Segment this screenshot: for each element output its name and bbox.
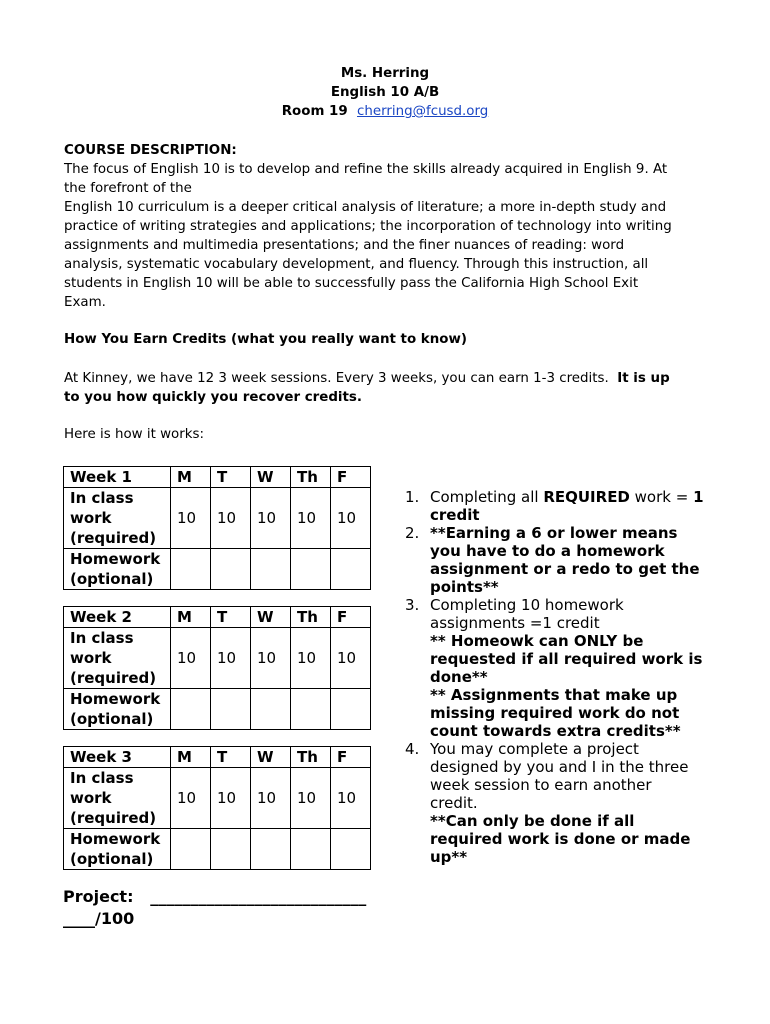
description-line: analysis, systematic vocabulary development, and fluency. Through this instruction, all [64,257,649,272]
row-label-line: Homework [70,690,161,708]
week-3-table [63,746,371,870]
table-cell-empty [211,689,251,730]
table-cell-empty [331,549,371,590]
description-line: English 10 curriculum is a deeper critical analysis of literature; a more in-depth study and [64,200,667,215]
list-text: assignments =1 credit [430,614,600,632]
week-label: Week 3 [64,747,171,768]
row-label-line: (required) [70,669,157,687]
project-label: Project: [63,887,134,906]
course-name: English 10 A/B [330,85,440,100]
list-text: designed by you and I in the three [430,758,689,776]
day-header: Th [291,747,331,768]
list-text: You may complete a project [430,740,639,758]
list-number: 3. [405,596,420,614]
list-number: 2. [405,524,420,542]
description-line: Exam. [64,295,106,310]
table-cell: 10 [331,628,371,689]
list-text-bold: requested if all required work is [430,650,703,668]
row-label [64,768,171,829]
row-label [64,488,171,549]
table-cell-empty [291,829,331,870]
list-item [405,488,715,524]
table-cell-empty [291,549,331,590]
room-line [0,102,770,121]
row-label-line: (required) [70,529,157,547]
day-header: M [171,467,211,488]
row-label-line: work [70,509,112,527]
description-line: assignments and multimedia presentations; and the finer nuances of reading: word [64,238,625,253]
row-label [64,829,171,870]
day-header: T [211,747,251,768]
credits-intro [64,369,704,407]
table-cell: 10 [331,768,371,829]
course-description [64,141,704,312]
table-cell: 10 [251,628,291,689]
description-line: practice of writing strategies and applications; the incorporation of technology into writing [64,219,672,234]
table-cell-empty [251,829,291,870]
table-row [64,768,371,829]
credits-intro-emphasis-2: to you how quickly you recover credits. [64,390,362,405]
week-2-table [63,606,371,730]
list-text-bold: count towards extra credits** [430,722,681,740]
table-cell: 10 [291,488,331,549]
teacher-name: Ms. Herring [340,66,430,81]
list-text: credit. [430,794,478,812]
table-cell: 10 [211,628,251,689]
table-cell: 10 [251,768,291,829]
row-label-line: work [70,789,112,807]
row-label-line: Homework [70,550,161,568]
list-item [405,740,715,866]
day-header: F [331,747,371,768]
day-header: F [331,607,371,628]
list-text-bold: ** Assignments that make up [430,686,678,704]
day-header: W [251,467,291,488]
how-it-works: Here is how it works: [64,427,204,442]
list-text-bold: credit [430,506,480,524]
day-header: Th [291,467,331,488]
list-text: Completing all [430,488,544,506]
day-header: W [251,747,291,768]
list-text-bold: points** [430,578,499,596]
project-blank: ___________________________ [150,887,367,906]
day-header: T [211,607,251,628]
credits-intro-emphasis: It is up [617,371,670,386]
list-number: 4. [405,740,420,758]
table-cell: 10 [291,628,331,689]
table-header-row [64,747,371,768]
row-label-line: In class [70,489,134,507]
table-header-row [64,607,371,628]
row-label-line: (required) [70,809,157,827]
day-header: Th [291,607,331,628]
list-item [405,596,715,740]
table-row [64,488,371,549]
table-cell-empty [331,689,371,730]
list-text-bold: **Can only be done if all [430,812,635,830]
table-cell-empty [251,689,291,730]
description-line: the forefront of the [64,181,192,196]
table-header-row [64,467,371,488]
table-cell: 10 [291,768,331,829]
table-cell: 10 [211,488,251,549]
credits-intro-text: At Kinney, we have 12 3 week sessions. Every 3 weeks, you can earn 1-3 credits. [64,371,609,386]
list-text-bold: 1 [693,488,704,506]
list-text-bold: done** [430,668,488,686]
description-line: The focus of English 10 is to develop and refine the skills already acquired in English 9. At [64,162,668,177]
row-label [64,549,171,590]
week-1-table [63,466,371,590]
day-header: M [171,747,211,768]
week-label: Week 2 [64,607,171,628]
table-cell: 10 [171,768,211,829]
table-cell-empty [331,829,371,870]
list-text-bold: required work is done or made [430,830,691,848]
table-row [64,549,371,590]
day-header: W [251,607,291,628]
email-link[interactable]: cherring@fcusd.org [357,104,489,119]
table-cell-empty [291,689,331,730]
table-cell-empty [211,829,251,870]
row-label-line: In class [70,769,134,787]
document-header [0,64,770,121]
table-cell: 10 [331,488,371,549]
credits-heading: How You Earn Credits (what you really want to know) [64,332,467,347]
course-description-heading: COURSE DESCRIPTION: [64,143,237,158]
row-label-line: Homework [70,830,161,848]
description-line: students in English 10 will be able to successfully pass the California High School Exit [64,276,639,291]
list-text-bold: missing required work do not [430,704,680,722]
table-cell-empty [171,549,211,590]
table-cell-empty [171,689,211,730]
day-header: M [171,607,211,628]
table-cell: 10 [251,488,291,549]
table-cell: 10 [211,768,251,829]
list-text: Completing 10 homework [430,596,624,614]
row-label-line: (optional) [70,710,154,728]
row-label [64,628,171,689]
day-header: F [331,467,371,488]
list-text-bold: up** [430,848,468,866]
project-score-value: ____/100 [63,909,135,928]
list-text-bold: **Earning a 6 or lower means [430,524,678,542]
table-cell-empty [211,549,251,590]
row-label-line: In class [70,629,134,647]
row-label-line: (optional) [70,850,154,868]
list-number: 1. [405,488,420,506]
project-score [63,886,366,930]
table-row [64,829,371,870]
table-cell-empty [171,829,211,870]
row-label-line: (optional) [70,570,154,588]
list-text-bold: REQUIRED [543,488,630,506]
table-cell-empty [251,549,291,590]
list-text: week session to earn another [430,776,652,794]
list-text-bold: ** Homeowk can ONLY be [430,632,644,650]
table-row [64,689,371,730]
week-label: Week 1 [64,467,171,488]
table-cell: 10 [171,488,211,549]
credit-rules-list [405,488,715,866]
list-item [405,524,715,596]
list-text: work = [629,488,694,506]
table-row [64,628,371,689]
list-text-bold: assignment or a redo to get the [430,560,700,578]
list-text-bold: you have to do a homework [430,542,665,560]
room-number: Room 19 [281,104,348,119]
table-cell: 10 [171,628,211,689]
row-label [64,689,171,730]
row-label-line: work [70,649,112,667]
day-header: T [211,467,251,488]
